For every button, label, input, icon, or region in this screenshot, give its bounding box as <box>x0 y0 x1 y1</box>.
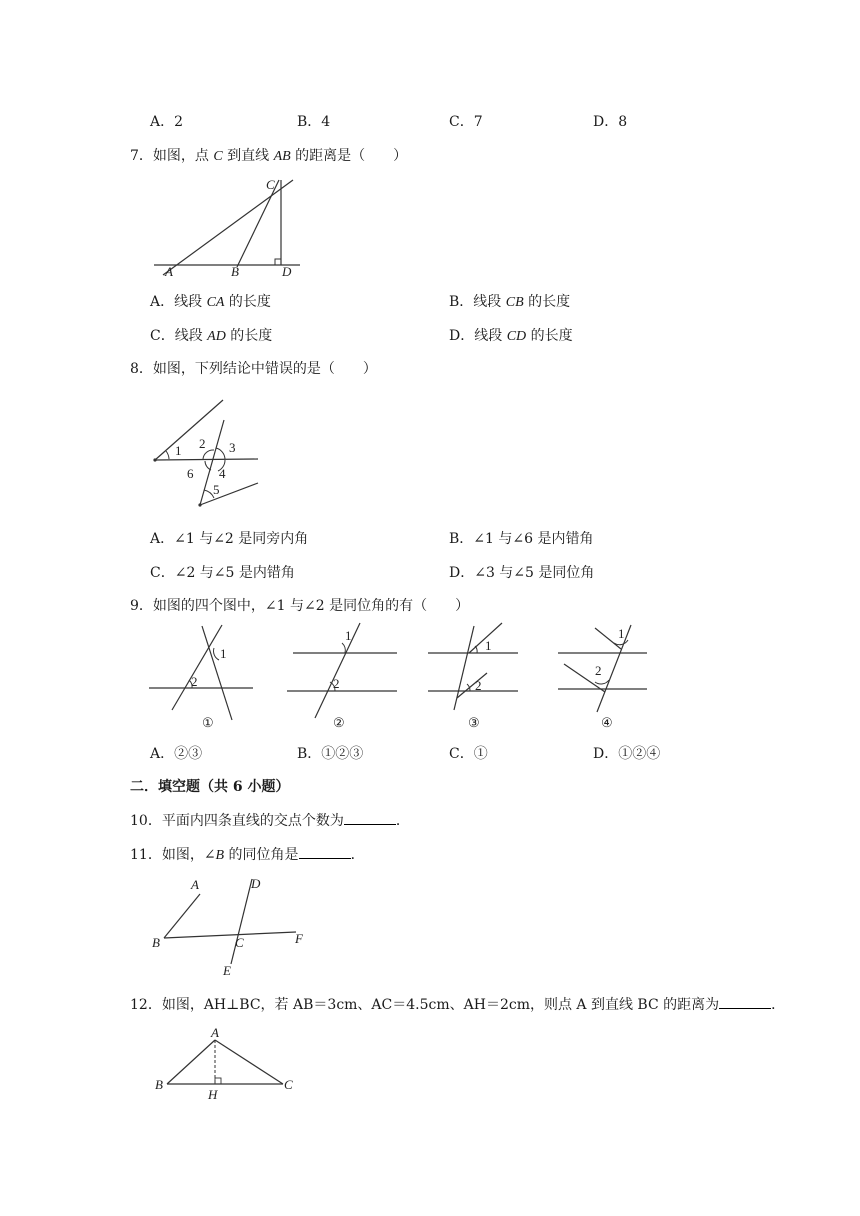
q12-label-b: B <box>155 1077 163 1092</box>
q8-angle-2: 2 <box>199 436 206 451</box>
q7-label-d: D <box>282 264 292 279</box>
q8-figure <box>145 395 270 515</box>
q7-option-c: C．线段 AD 的长度 <box>150 328 273 344</box>
q6-option-b: B．4 <box>297 114 331 130</box>
q9-f1-angle-1: 1 <box>220 646 227 661</box>
q8-option-c: C．∠2 与∠5 是内错角 <box>150 565 295 581</box>
q9-option-b: B．①②③ <box>297 746 364 762</box>
q11-figure <box>145 872 320 982</box>
q7-stem: 7．如图，点 C 到直线 AB 的距离是（ ） <box>130 148 408 164</box>
q12-label-h: H <box>208 1087 218 1102</box>
q9-f3-angle-2: 2 <box>475 678 482 693</box>
q8-option-b: B．∠1 与∠6 是内错角 <box>449 531 594 547</box>
q10-blank[interactable] <box>344 812 396 825</box>
q8-angle-4: 4 <box>219 466 226 481</box>
q12-stem: 12．如图，AH⊥BC，若 AB＝3cm、AC＝4.5cm、AH＝2cm，则点 A 到直线 BC 的距离为 ． <box>130 997 786 1013</box>
q9-f4-angle-2: 2 <box>595 663 602 678</box>
q10-stem: 10．平面内四条直线的交点个数为 ． <box>130 813 410 829</box>
q9-stem: 9．如图的四个图中，∠1 与∠2 是同位角的有（ ） <box>130 598 470 614</box>
q12-figure <box>145 1025 305 1105</box>
q7-label-b: B <box>231 264 239 279</box>
q8-option-d: D．∠3 与∠5 是同位角 <box>449 565 595 581</box>
q9-f2-angle-1: 1 <box>345 628 352 643</box>
q8-option-a: A．∠1 与∠2 是同旁内角 <box>150 531 309 547</box>
q11-label-e: E <box>223 963 231 978</box>
q9-f4-number: ④ <box>601 715 613 730</box>
q11-label-a: A <box>191 877 199 892</box>
q6-option-c: C．7 <box>449 114 483 130</box>
q12-label-a: A <box>211 1025 219 1040</box>
q7-option-b: B．线段 CB 的长度 <box>449 294 571 310</box>
q7-option-a: A．线段 CA 的长度 <box>150 294 271 310</box>
q7-label-a: A <box>165 264 173 279</box>
q11-label-c: C <box>235 935 244 950</box>
q6-option-d: D．8 <box>593 114 628 130</box>
q11-label-d: D <box>251 876 261 891</box>
q9-f4-angle-1: 1 <box>618 626 625 641</box>
q12-label-c: C <box>284 1077 293 1092</box>
q9-f2-angle-2: 2 <box>333 676 340 691</box>
q9-f3-number: ③ <box>468 715 480 730</box>
q7-label-c: C <box>266 177 275 192</box>
q8-angle-5: 5 <box>213 482 220 497</box>
q7-figure <box>145 172 315 282</box>
q8-angle-3: 3 <box>229 440 236 455</box>
q9-option-d: D．①②④ <box>593 746 661 762</box>
q8-angle-1: 1 <box>175 443 182 458</box>
q11-label-b: B <box>152 935 160 950</box>
q9-f1-number: ① <box>202 715 214 730</box>
q8-angle-6: 6 <box>187 466 194 481</box>
q9-figure-3 <box>422 620 532 735</box>
q11-stem: 11．如图，∠B 的同位角是 ． <box>130 847 365 863</box>
q9-option-c: C．① <box>449 746 488 762</box>
q8-stem: 8．如图，下列结论中错误的是（ ） <box>130 361 377 377</box>
q11-label-f: F <box>295 931 303 946</box>
q12-blank[interactable] <box>719 996 771 1009</box>
q9-figure-2 <box>283 620 403 735</box>
q7-option-d: D．线段 CD 的长度 <box>449 328 573 344</box>
q9-f1-angle-2: 2 <box>191 674 198 689</box>
q9-f2-number: ② <box>333 715 345 730</box>
q9-option-a: A．②③ <box>150 746 203 762</box>
q9-figure-4 <box>553 620 658 735</box>
q9-figure-1 <box>145 620 260 735</box>
q9-f3-angle-1: 1 <box>485 638 492 653</box>
section-heading: 二．填空题（共 6 小题） <box>130 779 290 795</box>
q6-option-a: A．2 <box>150 114 184 130</box>
q11-blank[interactable] <box>299 846 351 859</box>
